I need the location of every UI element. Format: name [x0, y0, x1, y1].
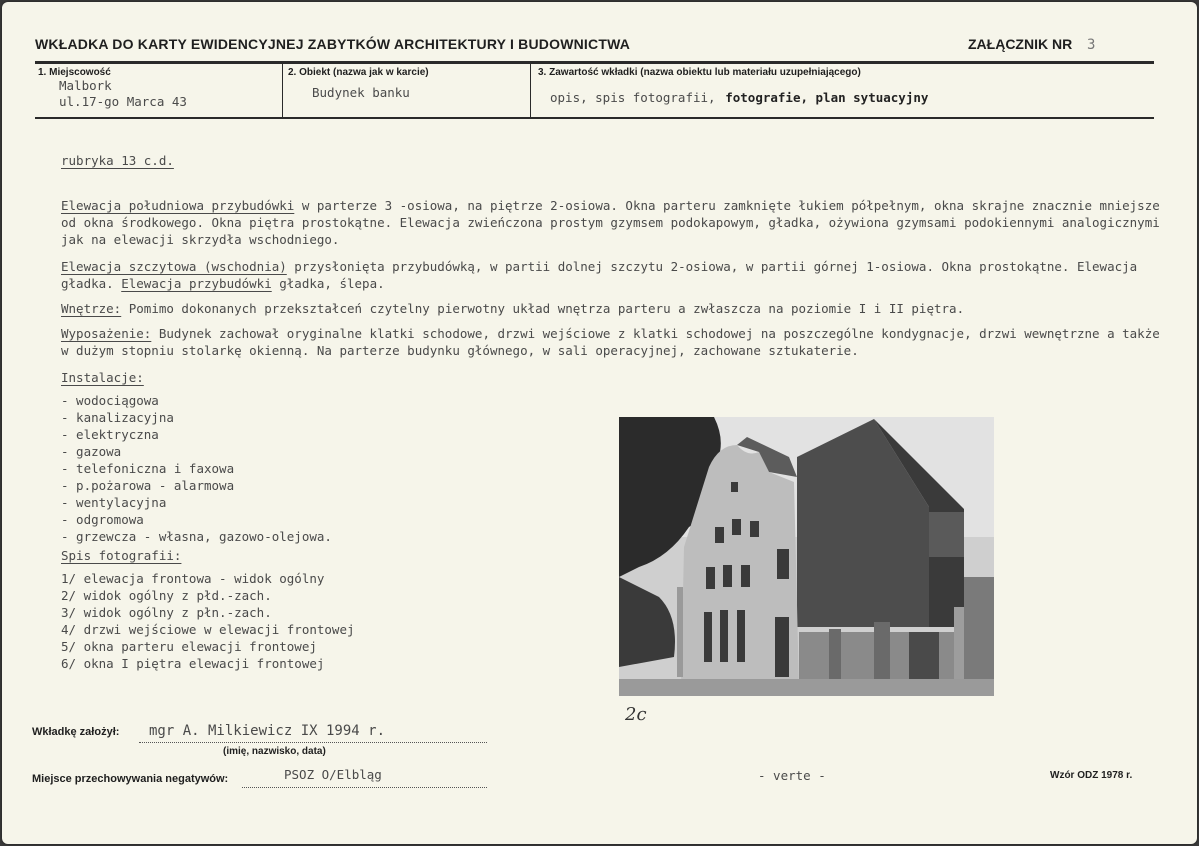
field-3-value-plain: opis, spis fotografii,: [550, 90, 716, 105]
author-dotted-line: [139, 742, 487, 743]
field-2-value: Budynek banku: [312, 85, 410, 100]
fields-rule: [35, 117, 1154, 119]
list-item: - wodociągowa: [61, 393, 159, 408]
paragraph-heading: Elewacja przybudówki: [121, 276, 272, 291]
list-item: - wentylacyjna: [61, 495, 167, 510]
storage-value: PSOZ O/Elbląg: [284, 767, 382, 782]
photo-caption: 2c: [625, 704, 647, 725]
field-3-value-bold: fotografie, plan sytuacyjny: [725, 90, 929, 105]
annex-label: ZAŁĄCZNIK NR: [968, 36, 1073, 52]
document-page: [2, 2, 1197, 844]
list-item: - gazowa: [61, 444, 122, 459]
paragraph-heading: Wnętrze:: [61, 301, 122, 316]
form-title: WKŁADKA DO KARTY EWIDENCYJNEJ ZABYTKÓW ARCHITEKTURY I BUDOWNICTWA: [35, 36, 631, 52]
field-3-label: 3. Zawartość wkładki (nazwa obiektu lub materiału uzupełniającego): [538, 67, 861, 78]
photo-illustration: [619, 417, 994, 696]
field-3-value: [550, 87, 928, 106]
paragraph-south-elevation: Elewacja południowa przybudówki w parterze 3 -osiowa, na piętrze 2-osiowa. Okna parteru zamknięte łukiem półpełnym, okna skrajne znacznie mniejsze od okna środkowego. Okna piętra prostokątne. Elewacja zwieńczona prostym gzymsem podokapowym, gładka, ożywiona gzymsami podokiennymi analogicznymi jak na elewacji skrzydła wschodniego.: [61, 198, 1160, 247]
building-photograph: [619, 417, 994, 696]
author-label: Wkładkę założył:: [32, 726, 120, 738]
list-item: - elektryczna: [61, 427, 159, 442]
list-item: - telefoniczna i faxowa: [61, 461, 235, 476]
rubric-line: rubryka 13 c.d.: [61, 153, 174, 168]
installations-list: [61, 392, 1171, 545]
header-rule: [35, 61, 1154, 64]
author-hint: (imię, nazwisko, data): [223, 746, 326, 757]
form-model-id: Wzór ODZ 1978 r.: [1050, 770, 1133, 781]
paragraph-equipment: Wyposażenie: Budynek zachował oryginalne klatki schodowe, drzwi wejściowe z klatki schodowej na poszczególne kondygnacje, drzwi wewnętrzne a także w dużym stopniu stolarkę okienną. Na parterze budynku głównego, w sali operacyjnej, zachowane sztukaterie.: [61, 326, 1160, 358]
list-item: - grzewcza - własna, gazowo-olejowa.: [61, 529, 332, 544]
list-item: 1/ elewacja frontowa - widok ogólny: [61, 571, 325, 586]
author-value: mgr A. Milkiewicz IX 1994 r.: [149, 723, 386, 739]
storage-label: Miejsce przechowywania negatywów:: [32, 773, 229, 785]
list-item: - kanalizacyjna: [61, 410, 174, 425]
field-divider-2: [530, 64, 531, 117]
photo-list: [61, 570, 1171, 672]
paragraph-interior: Wnętrze: Pomimo dokonanych przekształceń czytelny pierwotny układ wnętrza parteru a zwłaszcza na poziomie I i II piętra.: [61, 301, 965, 316]
photos-heading: Spis fotografii:: [61, 548, 182, 563]
storage-dotted-line: [242, 787, 487, 788]
verte-note: - verte -: [758, 768, 826, 783]
description-body: [61, 152, 1171, 672]
list-item: 6/ okna I piętra elewacji frontowej: [61, 656, 325, 671]
paragraph-heading: Elewacja szczytowa (wschodnia): [61, 259, 287, 274]
paragraph-gable-elevation: Elewacja szczytowa (wschodnia) przysłonięta przybudówką, w partii dolnej szczytu 2-osiowa, w partii górnej 1-osiowa. Okna prostokątne. Elewacja gładka. Elewacja przybudówki gładka, ślepa.: [61, 259, 1138, 291]
field-divider-1: [282, 64, 283, 117]
list-item: 2/ widok ogólny z płd.-zach.: [61, 588, 272, 603]
paragraph-heading: Wyposażenie:: [61, 326, 152, 341]
installations-heading: Instalacje:: [61, 370, 144, 385]
list-item: 5/ okna parteru elewacji frontowej: [61, 639, 317, 654]
field-1-value-line1: Malbork: [59, 78, 112, 93]
field-1-value-line2: ul.17-go Marca 43: [59, 94, 187, 109]
field-1-label: 1. Miejscowość: [38, 67, 111, 78]
list-item: - p.pożarowa - alarmowa: [61, 478, 235, 493]
list-item: 3/ widok ogólny z płn.-zach.: [61, 605, 272, 620]
list-item: - odgromowa: [61, 512, 144, 527]
annex-number: 3: [1087, 37, 1096, 53]
paragraph-heading: Elewacja południowa przybudówki: [61, 198, 295, 213]
list-item: 4/ drzwi wejściowe w elewacji frontowej: [61, 622, 355, 637]
field-2-label: 2. Obiekt (nazwa jak w karcie): [288, 67, 429, 78]
